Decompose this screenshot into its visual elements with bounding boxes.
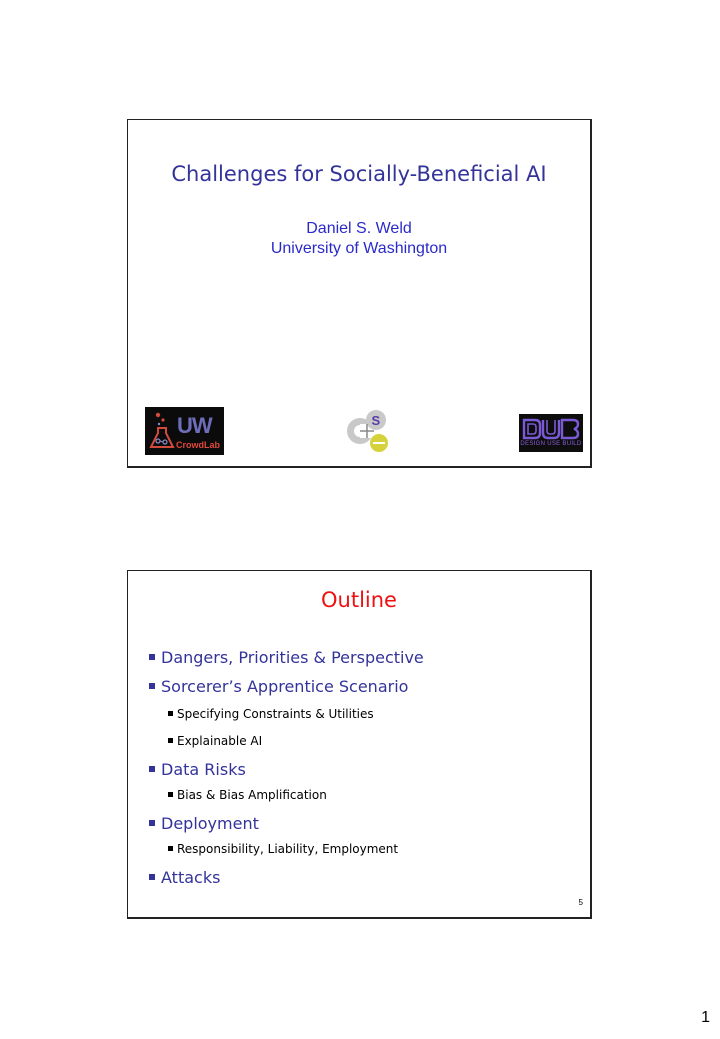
- list-subitem: [128, 733, 590, 760]
- square-bullet-icon: [149, 820, 155, 826]
- dub-tagline: DESIGN USE BUILD: [520, 441, 582, 447]
- slide-number: 5: [578, 898, 583, 907]
- cse-logo-icon: [346, 408, 394, 454]
- flask-icon: [149, 411, 175, 451]
- outline-list: [128, 648, 590, 897]
- list-item: [128, 648, 590, 677]
- list-item-text: Sorcerer’s Apprentice Scenario: [161, 677, 409, 696]
- square-bullet-icon: [168, 738, 173, 743]
- page-number: 1: [701, 1009, 710, 1026]
- slide-title: Challenges for Socially-Beneficial AI: [171, 162, 547, 186]
- list-subitem-text: Responsibility, Liability, Employment: [177, 842, 399, 856]
- list-subitem: [128, 841, 590, 868]
- list-item-text: Deployment: [161, 814, 259, 833]
- list-subitem-text: Bias & Bias Amplification: [177, 788, 327, 802]
- uw-crowdlab-logo: [145, 407, 224, 455]
- square-bullet-icon: [149, 766, 155, 772]
- list-subitem: [128, 787, 590, 814]
- square-bullet-icon: [168, 792, 173, 797]
- list-item: [128, 814, 590, 841]
- title-slide: [127, 119, 592, 468]
- list-subitem-text: Explainable AI: [177, 734, 263, 748]
- list-item-text: Data Risks: [161, 760, 246, 779]
- list-item: [128, 677, 590, 706]
- outline-slide: [127, 570, 592, 919]
- list-item: [128, 868, 590, 897]
- slide-title: Outline: [321, 588, 397, 612]
- crowdlab-logo-text: CrowdLab: [176, 440, 220, 450]
- square-bullet-icon: [149, 654, 155, 660]
- list-item: [128, 760, 590, 787]
- author-affiliation: University of Washington: [270, 240, 448, 257]
- square-bullet-icon: [168, 846, 173, 851]
- square-bullet-icon: [149, 874, 155, 880]
- list-item-text: Attacks: [161, 868, 221, 887]
- square-bullet-icon: [168, 711, 173, 716]
- dub-logo-icon: [522, 417, 580, 441]
- list-item-text: Dangers, Priorities & Perspective: [161, 648, 424, 667]
- square-bullet-icon: [149, 683, 155, 689]
- author-name: Daniel S. Weld: [306, 220, 412, 237]
- list-subitem: [128, 706, 590, 733]
- author-block: [128, 219, 590, 259]
- list-subitem-text: Specifying Constraints & Utilities: [177, 707, 374, 721]
- dub-logo: [519, 414, 583, 452]
- cse-logo-letter: S: [371, 413, 381, 428]
- uw-logo-text: UW: [177, 413, 212, 438]
